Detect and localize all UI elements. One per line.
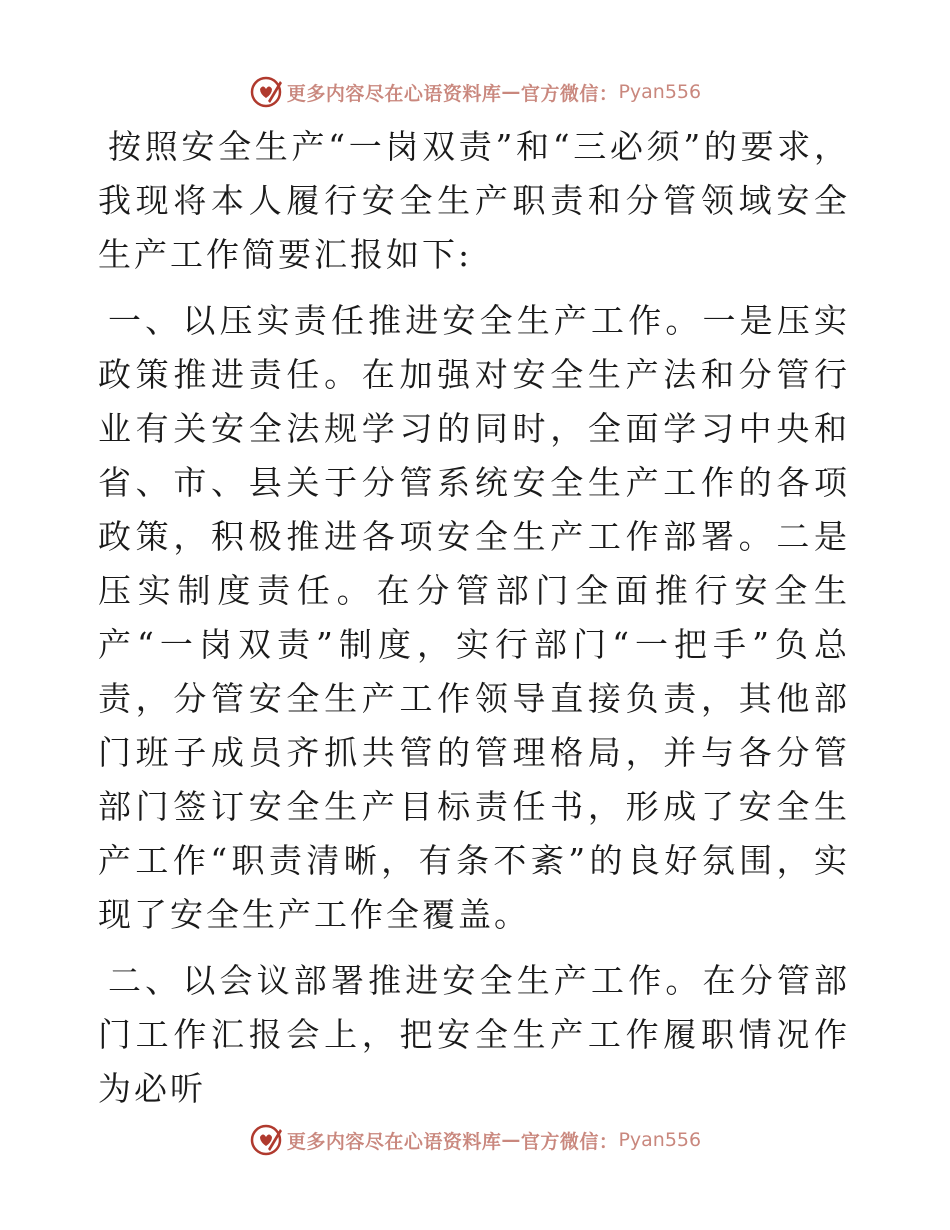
watermark-header — [0, 72, 950, 112]
watermark-dash: — — [501, 81, 521, 103]
watermark-contact-label: 官方微信： — [520, 82, 619, 105]
watermark-main-text: 更多内容尽在心语资料库 — [286, 82, 502, 105]
red-pen-heart-logo-icon — [249, 75, 283, 109]
watermark-contact-id: Pyan556 — [618, 81, 702, 103]
watermark-main-text: 更多内容尽在心语资料库 — [286, 1130, 502, 1153]
watermark-contact-label: 官方微信： — [520, 1130, 619, 1153]
paragraph-section-two: 二、以会议部署推进安全生产工作。在分管部门工作汇报会上，把安全生产工作履职情况作为必听 — [98, 961, 850, 1108]
paragraph-intro: 按照安全生产“一岗双责”和“三必须”的要求，我现将本人履行安全生产职责和分管领域安全生产工作简要汇报如下: — [98, 127, 850, 274]
watermark-contact-id: Pyan556 — [618, 1129, 702, 1151]
paragraph-section-one: 一、以压实责任推进安全生产工作。一是压实政策推进责任。在加强对安全生产法和分管行业有关安全法规学习的同时，全面学习中央和省、市、县关于分管系统安全生产工作的各项政策，积极推进各项安全生产工作部署。二是压实制度责任。在分管部门全面推行安全生产“一岗双责”制度，实行部门“一把手”负总责，分管安全生产工作领导直接负责，其他部门班子成员齐抓共管的管理格局，并与各分管部门签订安全生产目标责任书，形成了安全生产工作“职责清晰，有条不紊”的良好氛围，实现了安全生产工作全覆盖。 — [98, 301, 850, 934]
watermark-dash: — — [501, 1129, 521, 1151]
red-pen-heart-logo-icon — [249, 1123, 283, 1157]
watermark-footer — [0, 1120, 950, 1160]
document-body — [98, 120, 850, 1128]
